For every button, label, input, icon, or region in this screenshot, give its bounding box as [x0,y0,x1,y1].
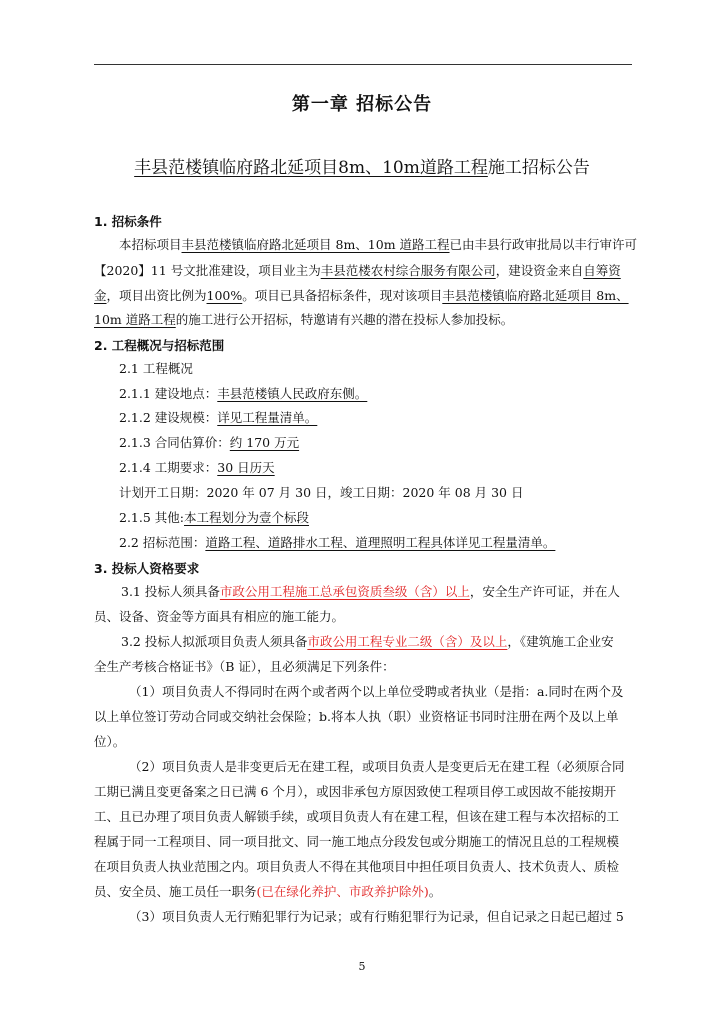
condition-line: （1）项目负责人不得同时在两个或者两个以上单位受聘或者执业（是指：a.同时在两个及 [129,684,624,699]
qualification-line: 3.1 投标人须具备市政公用工程施工总承包资质叁级（含）以上，安全生产许可证，并在人 [121,584,620,599]
title-suffix: 施工招标公告 [487,158,590,178]
condition-line: 在项目负责人执业范围之内。项目负责人不得在其他项目中担任项目负责人、技术负责人、质检 [94,859,620,874]
scope-line: 2.2 招标范围：道路工程、道路排水工程、道理照明工程具体详见工程量清单。 [119,535,556,550]
condition-line: 工、且已办理了项目负责人解锁手续，或项目负责人有在建工程，但该在建工程与本次招标的工 [94,809,620,824]
header-rule [94,64,632,65]
scale-line: 2.1.2 建设规模：详见工程量清单。 [119,410,318,425]
qualification-line: 员、设备、资金等方面具有相应的施工能力。 [94,609,345,624]
exception-note: (已在绿化养护、市政养护除外) [256,884,429,899]
condition-line: （2）项目负责人是非变更后无在建工程，或项目负责人是变更后无在建工程（必须原合同 [129,759,625,774]
section-1-heading: 1. 招标条件 [94,214,162,229]
location-line: 2.1.1 建设地点：丰县范楼镇人民政府东侧。 [119,386,368,401]
project-name: 丰县范楼镇临府路北延项目 8m、 [442,288,629,303]
announcement-title [0,153,724,178]
manager-qualification: 市政公用工程专业二级（含）及以上 [307,634,508,649]
title-project-name: 丰县范楼镇临府路北延项目8m、10m道路工程 [134,158,488,178]
paragraph-line: 金，项目出资比例为100%。项目已具备招标条件，现对该项目丰县范楼镇临府路北延项目 8m、 [94,288,629,303]
chapter-title: 第一章 招标公告 [291,94,433,115]
fund-source: 自筹资 [583,263,621,278]
qualification-line: 3.2 投标人拟派项目负责人须具备市政公用工程专业二级（含）及以上，《建筑施工企业安 [121,634,614,649]
paragraph-line: 本招标项目丰县范楼镇临府路北延项目 8m、10m 道路工程已由丰县行政审批局以丰行审许可 [119,237,638,252]
paragraph-line: 【2020】11 号文批准建设，项目业主为丰县范楼农村综合服务有限公司，建设资金来自自筹资 [94,263,621,278]
funding-ratio: 100% [206,288,243,303]
plan-dates-line: 计划开工日期：2020 年 07 月 30 日，竣工日期：2020 年 08 月 30 日 [119,485,524,500]
project-name: 丰县范楼镇临府路北延项目 8m、10m 道路工程 [181,237,450,252]
price-line: 2.1.3 合同估算价：约 170 万元 [119,435,300,450]
condition-line: 以上单位签订劳动合同或交纳社会保险；b.将本人执（职）业资格证书同时注册在两个及以上单 [94,709,619,724]
overview-label: 2.1 工程概况 [119,361,193,376]
qualification-line: 全生产考核合格证书》（B 证），且必须满足下列条件： [94,659,395,674]
condition-line: 工期已满且变更备案之日已满 6 个月），或因非承包方原因致使工程项目停工或因故不能按期开 [94,784,617,799]
condition-line: 位）。 [94,734,126,749]
owner-name: 丰县范楼农村综合服务有限公司 [320,263,496,278]
page-number: 5 [358,960,366,973]
period-line: 2.1.4 工期要求：30 日历天 [119,460,275,475]
section-2-heading: 2. 工程概况与招标范围 [94,338,225,353]
condition-line: 程属于同一工程项目、同一项目批文、同一施工地点分段发包或分期施工的情况且总的工程规模 [94,834,620,849]
other-line: 2.1.5 其他:本工程划分为壹个标段 [119,510,310,525]
required-qualification: 市政公用工程施工总承包资质叁级（含）以上 [219,584,470,599]
section-3-heading: 3. 投标人资格要求 [94,561,200,576]
paragraph-line: 10m 道路工程的施工进行公开招标，特邀请有兴趣的潜在投标人参加投标。 [94,312,514,327]
condition-line: （3）项目负责人无行贿犯罪行为记录；或有行贿犯罪行为记录，但自记录之日起已超过 5 [129,909,624,924]
condition-line: 员、安全员、施工员任一职务(已在绿化养护、市政养护除外)。 [94,884,442,899]
